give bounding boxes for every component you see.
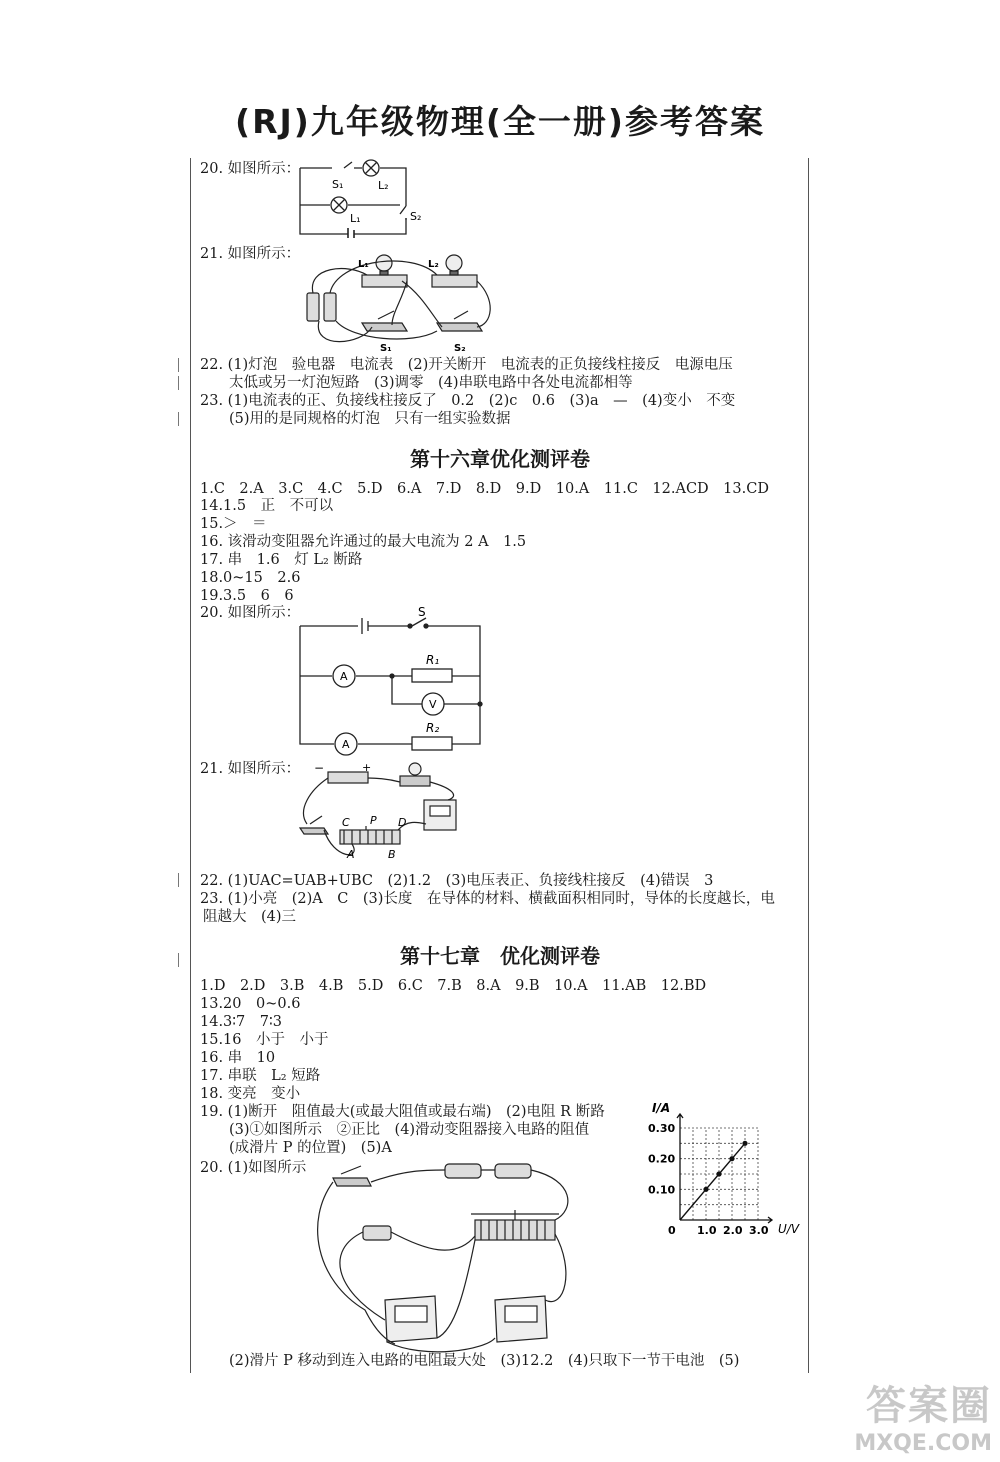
data-point [703, 1187, 708, 1192]
answer-line: (2)滑片 P 移动到连入电路的电阻最大处 (3)12.2 (4)只取下一节干电池 (5) [229, 1353, 740, 1369]
answer-line: 1.D 2.D 3.B 4.B 5.D 6.C 7.B 8.A 9.B 10.A 11.AB 12.BD [200, 978, 707, 994]
margin-tick [178, 873, 179, 887]
answer-line: 16. 该滑动变阻器允许通过的最大电流为 2 A 1.5 [200, 534, 527, 550]
fig-label-s2: S₂ [410, 210, 422, 223]
fig-label-r1: R₁ [426, 653, 440, 667]
answer-line: 19. (1)断开 阻值最大(或最大阻值或最右端) (2)电阻 R 断路 [200, 1104, 605, 1120]
ammeter-voltmeter-circuit-diagram [292, 604, 492, 756]
fig-label-d: D [398, 816, 407, 829]
ammeter-symbol: A [340, 670, 348, 683]
y-axis-label: I/A [652, 1101, 671, 1115]
answer-line: 太低或另一灯泡短路 (3)调零 (4)串联电路中各处电流都相等 [229, 375, 633, 391]
answer-line: 19.3.5 6 6 [200, 588, 294, 604]
answer-line: (3)①如图所示 ②正比 (4)滑动变阻器接入电路的阻值 [229, 1122, 590, 1138]
current-voltage-graph [646, 1096, 806, 1246]
fig-label-l2: L₂ [378, 179, 389, 192]
right-margin-rule [808, 158, 809, 1373]
voltmeter-symbol: V [429, 698, 437, 711]
answer-line: 20. 如图所示： [200, 605, 301, 621]
fig-label-r2: R₂ [426, 721, 440, 735]
x-tick-label: 1.0 [697, 1224, 717, 1237]
rheostat-circuit-drawing [292, 760, 467, 870]
chart-series [680, 1141, 748, 1220]
answer-line: 15.＞ ＝ [200, 516, 267, 532]
section-title: 第十六章优化测评卷 [410, 447, 590, 471]
answer-line: 16. 串 10 [200, 1050, 276, 1066]
answer-line: (成滑片 P 的位置) (5)A [229, 1140, 392, 1156]
y-tick-label: 0.30 [648, 1122, 676, 1135]
answer-line: 22. (1)UAC=UAB+UBC (2)1.2 (3)电压表正、负接线柱接反 (4)错误 3 [200, 873, 714, 889]
answer-line: 20. 如图所示： [200, 161, 301, 177]
answer-line: 14.1.5 正 不可以 [200, 498, 334, 514]
fig-label-plus: + [362, 761, 372, 774]
data-point [742, 1141, 747, 1146]
answer-line: 23. (1)电流表的正、负接线柱接反了 0.2 (2)c 0.6 (3)a — (4)变小 不变 [200, 393, 736, 409]
left-margin-rule [190, 158, 191, 1373]
margin-tick [178, 412, 179, 426]
fig-label-p: P [370, 814, 377, 827]
experiment-apparatus-drawing [305, 1160, 585, 1360]
margin-tick [178, 358, 179, 372]
x-tick-label: 2.0 [723, 1224, 743, 1237]
x-tick-label: 0 [668, 1224, 676, 1237]
fig-label-minus: − [314, 761, 325, 775]
data-point [716, 1171, 721, 1176]
answer-line: 14.3∶7 7∶3 [200, 1014, 283, 1030]
ammeter-symbol: A [342, 738, 350, 751]
answer-line: 21. 如图所示： [200, 761, 301, 777]
parallel-circuit-drawing [292, 245, 497, 357]
watermark [854, 1374, 992, 1456]
answer-line: 17. 串 1.6 灯 L₂ 断路 [200, 552, 363, 568]
fig-label-b: B [388, 848, 396, 861]
fig-label-s: S [418, 605, 426, 619]
x-axis [680, 1217, 772, 1223]
fig-label-s1: S₁ [380, 343, 392, 354]
fig-label-l2: L₂ [428, 259, 439, 270]
answer-line: (5)用的是同规格的灯泡 只有一组实验数据 [229, 411, 511, 427]
margin-tick [178, 376, 179, 390]
series-circuit-diagram [292, 158, 422, 238]
watermark-logo: 答案圈 [866, 1383, 992, 1429]
answer-line: 1.C 2.A 3.C 4.C 5.D 6.A 7.D 8.D 9.D 10.A 11.C 12.ACD 13.CD [200, 481, 769, 497]
fig-label-s1: S₁ [332, 178, 344, 191]
margin-tick [178, 953, 179, 967]
page-title: (RJ)九年级物理(全一册)参考答案 [234, 102, 766, 141]
y-tick-label: 0.10 [648, 1183, 676, 1197]
answer-line: 21. 如图所示： [200, 246, 301, 262]
fig-label-s2: S₂ [454, 343, 466, 354]
fig-label-c: C [342, 816, 350, 829]
answer-line: 18. 变亮 变小 [200, 1086, 301, 1102]
x-tick-label: 3.0 [749, 1224, 769, 1237]
answer-line: 20. (1)如图所示 [200, 1160, 307, 1176]
watermark-url: MXQE.COM [854, 1431, 992, 1456]
y-axis [677, 1114, 683, 1220]
fig-label-l1: L₁ [350, 212, 361, 225]
fig-label-l1: L₁ [358, 259, 369, 270]
answer-line: 15.16 小于 小于 [200, 1032, 329, 1048]
fig-label-a: A [347, 848, 355, 861]
answer-line: 23. (1)小亮 (2)A C (3)长度 在导体的材料、横截面积相同时，导体的长度越长，电 [200, 891, 775, 907]
y-tick-label: 0.20 [648, 1152, 676, 1166]
x-axis-label: U/V [778, 1222, 800, 1236]
section-title: 第十七章 优化测评卷 [400, 944, 600, 968]
answer-line: 22. (1)灯泡 验电器 电流表 (2)开关断开 电流表的正负接线柱接反 电源电压 [200, 357, 733, 373]
series-line [680, 1143, 745, 1220]
answer-line: 18.0~15 2.6 [200, 570, 301, 586]
answer-line: 17. 串联 L₂ 短路 [200, 1068, 321, 1084]
answer-line: 阻越大 (4)三 [203, 909, 297, 925]
data-point [729, 1156, 734, 1161]
answer-line: 13.20 0~0.6 [200, 996, 301, 1012]
